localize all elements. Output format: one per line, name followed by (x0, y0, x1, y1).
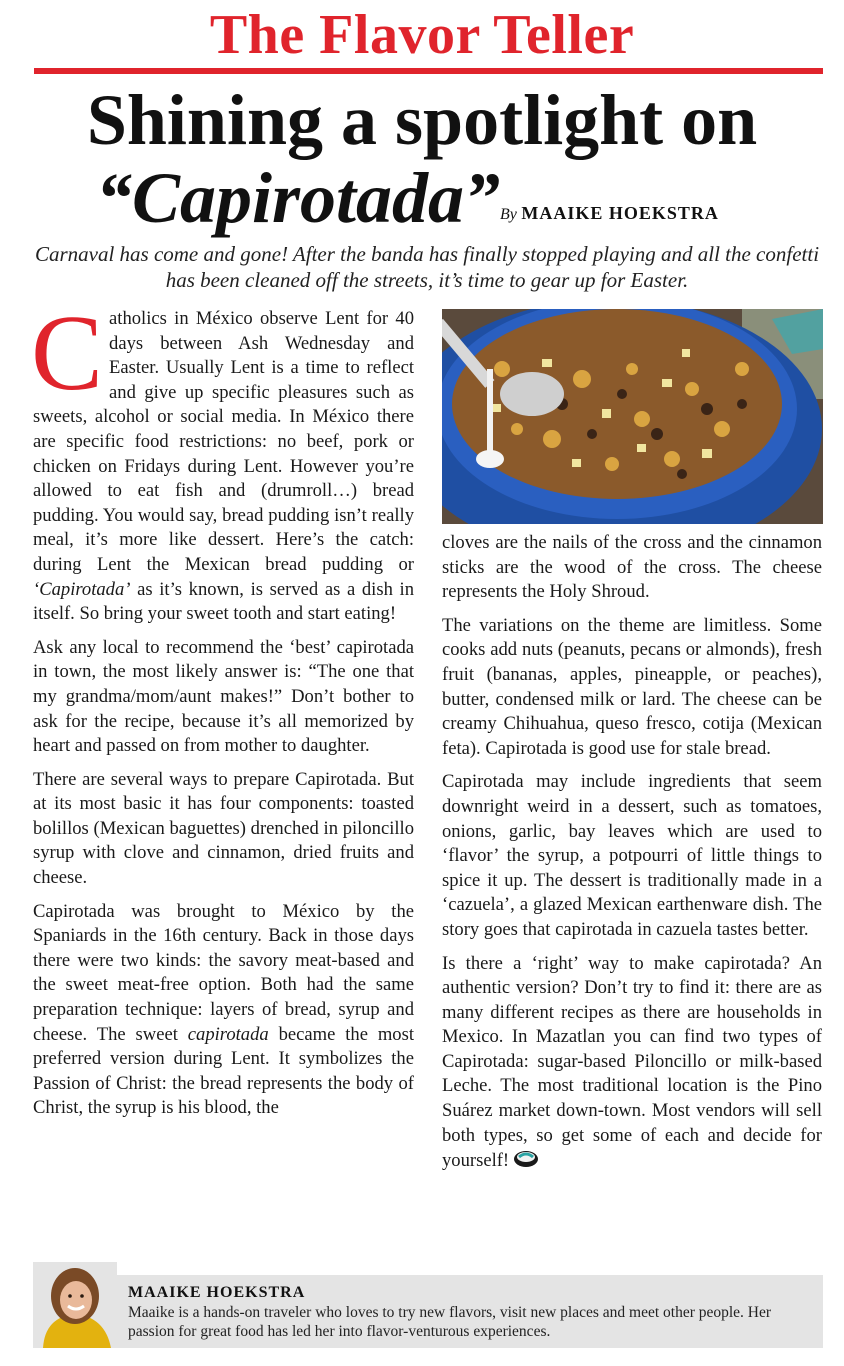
article-paragraph: Ask any local to recommend the ‘best’ capirotada in town, the most likely answer is: “The one that my grandma/mom/aunt makes!” Don’t bother to ask for the recipe, because it’s all memorized by heart and passed on from mother to daughter. (33, 636, 414, 757)
headline-line1: Shining a spotlight on (86, 80, 758, 160)
article-paragraph: There are several ways to prepare Capirotada. But at its most basic it has four components: toasted bolillos (Mexican baguettes) drenched in piloncillo syrup with clove and cinnamon, dried fruits and cheese. (33, 768, 414, 889)
article-paragraph: Is there a ‘right’ way to make capirotada? An authentic version? Don’t try to find it: there are as many different recipes as there are households in Mexico. In Mazatlan you can find two types of Capirotada: sugar-based Piloncillo or milk-based Leche. The most traditional location is the Pino Suárez market down-town. Most vendors will sell both types, so get some of each and decide for yourself! (442, 952, 822, 1176)
masthead-rule (34, 68, 823, 74)
drop-cap: C (31, 294, 104, 413)
article-column-right (442, 531, 822, 1185)
capirotada-bowl-photo-icon (442, 309, 823, 524)
article-paragraph: Capirotada was brought to México by the Spaniards in the 16th century. Back in those days there were two kinds: the savory meat-based and the sweet meat-free option. Both had the same preparation technique: layers of bread, syrup and cheese. The sweet capirotada became the most preferred version during Lent. It symbolizes the Passion of Christ: the bread represents the body of Christ, the syrup is his blood, the (33, 900, 414, 1119)
article-paragraph: Capirotada may include ingredients that seem downright weird in a dessert, such as tomatoes, onions, garlic, bay leaves which are used to ‘flavor’ the syrup, a potpourri of little things to spice it up. The dessert is traditionally made in a ‘cazuela’, a glazed Mexican earthenware dish. The story goes that capirotada in cazuela tastes better. (442, 771, 822, 940)
article-column-left (31, 294, 414, 1130)
author-bio: Maaike is a hands-on traveler who loves to try new flavors, visit new places and meet other people. Her passion for great food has led her into flavor-venturous experiences. (128, 1304, 772, 1340)
article-paragraph: The variations on the theme are limitless. Some cooks add nuts (peanuts, pecans or almonds), fresh fruit (bananas, apples, pineapple, or peaches), butter, condensed milk or lard. The cheese can be creamy Chihuahua, queso fresco, cotija (Mexican feta). Capirotada is good use for stale bread. (442, 614, 822, 759)
byline-author: MAAIKE HOEKSTRA (521, 203, 719, 223)
article-paragraph: cloves are the nails of the cross and the cinnamon sticks are the wood of the cross. The cheese represents the Holy Shroud. (442, 532, 822, 603)
byline-prefix: By (500, 206, 517, 223)
author-avatar-icon (33, 1262, 117, 1348)
end-of-article-icon (513, 1148, 539, 1176)
byline (500, 203, 719, 224)
headline-line2: “Capirotada” (96, 158, 501, 238)
article-paragraph: Catholics in México observe Lent for 40 days between Ash Wednesday and Easter. Usually Lent is a time to reflect and give up specific pleasures such as sweets, alcohol or social media. In México there are specific food restrictions: no beef, pork or chicken on Fridays during Lent. However you’re allowed to eat fish and (drumroll…) bread pudding. You would say, bread pudding isn’t really meal, it’s more like dessert. Here’s the catch: during Lent the Mexican bread pudding or ‘Capirotada’ as it’s known, is served as a dish in itself. So bring your sweet tooth and start eating! (31, 294, 414, 625)
capirotada-photo (442, 309, 823, 524)
subhead: Carnaval has come and gone! After the banda has finally stopped playing and all the confetti has been cleaned off the streets, it’s time to gear up for Easter. (34, 242, 820, 292)
masthead-title: The Flavor Teller (209, 4, 635, 66)
author-name: MAAIKE HOEKSTRA (128, 1284, 306, 1301)
